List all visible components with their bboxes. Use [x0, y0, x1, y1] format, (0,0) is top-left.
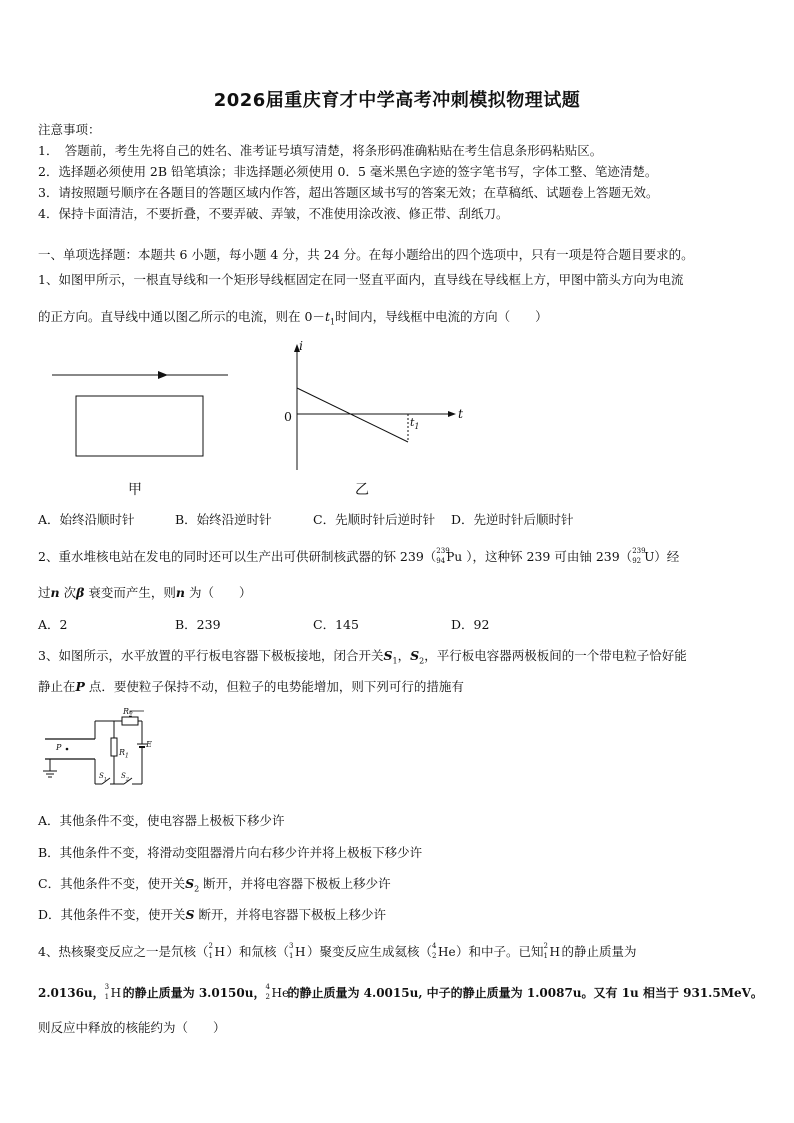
circuit-label-s1: $S_1$: [99, 772, 107, 783]
q2-option-b[interactable]: B．239: [175, 617, 221, 632]
rectangular-loop: [76, 396, 203, 456]
circuit-label-r1: $R_1$: [119, 748, 129, 760]
circuit-label-r2: $R_2$: [123, 707, 133, 719]
q3-option-d[interactable]: D．其他条件不变，使开关S 断开，并将电容器下极板上移少许: [38, 907, 387, 922]
q3-option-b[interactable]: B．其他条件不变，将滑动变阻器滑片向右移少许并将上极板下移少许: [38, 845, 423, 860]
arrow-icon: [158, 371, 168, 379]
notice-item-4: 4．保持卡面清洁，不要折叠，不要弄破、弄皱，不准使用涂改液、修正带、刮纸刀。: [38, 206, 509, 221]
t1-label: $t_1$: [410, 416, 420, 432]
current-line: [297, 388, 408, 442]
notice-heading: 注意事项：: [38, 122, 101, 137]
page-title: 2026届重庆育才中学高考冲刺模拟物理试题: [213, 90, 581, 111]
section-heading: 一、单项选择题：本题共 6 小题，每小题 4 分，共 24 分。在每小题给出的四个选项中，只有一项是符合题目要求的。: [38, 247, 694, 262]
q3-stem-line2: 静止在P 点．要使粒子保持不动，但粒子的电势能增加，则下列可行的措施有: [38, 679, 464, 694]
notice-item-3: 3．请按照题号顺序在各题目的答题区域内作答，超出答题区域书写的答案无效；在草稿纸、试题卷上答题无效。: [38, 185, 659, 200]
q1-stem-line1: 1、如图甲所示，一根直导线和一个矩形导线框固定在同一竖直平面内，直导线在导线框上方，甲图中箭头方向为电流: [38, 272, 684, 287]
axis-i-label: i: [299, 338, 303, 353]
q4-stem-line1: 4、热核聚变反应之一是氘核（ 2 1 H ）和氚核（ 3 1 H ）聚变反应生成氦核（ 4 2 He ）和中子。已知 2 1 H 的静止质量为: [38, 942, 637, 960]
q1-option-d[interactable]: D．先逆时针后顺时针: [451, 512, 574, 527]
q2-stem-line2: 过n 次β 衰变而产生，则n 为（ ）: [38, 585, 252, 600]
q2-stem-line1: 2、重水堆核电站在发电的同时还可以生产出可供研制核武器的钚 239（ 239 94 Pu ），这种钚 239 可由铀 239（ 239 92 U ）经: [38, 547, 680, 565]
figure-jia-label: 甲: [128, 482, 142, 498]
q4-stem-line2: 2.0136u， 3 1 H 的静止质量为 3.0150u， 4 2 He 的静止质量为 4.0015u, 中子的静止质量为 1.0087u。又有 1u 相当于 931.5MeV。: [38, 983, 763, 1001]
q3-stem-line1: 3、如图所示，水平放置的平行板电容器下极板接地，闭合开关$S_1$，$S_2$，平行板电容器两极板间的一个带电粒子恰好能: [38, 648, 687, 666]
q1-option-c[interactable]: C．先顺时针后逆时针: [313, 512, 436, 527]
q2-option-a[interactable]: A．2: [38, 617, 68, 632]
notice-item-2: 2．选择题必须使用 2B 铅笔填涂；非选择题必须使用 0．5 毫米黑色字迹的签字笔书写，字体工整、笔迹清楚。: [38, 164, 658, 179]
circuit-label-s2: $S_2$: [121, 772, 129, 783]
circuit-label-p: P: [56, 743, 62, 752]
circuit-label-e: E: [146, 740, 152, 749]
t-axis-arrow-icon: [448, 411, 456, 417]
q1-option-b[interactable]: B．始终沿逆时针: [175, 512, 272, 527]
q4-stem-line3: 则反应中释放的核能约为（ ）: [38, 1020, 226, 1035]
q1-stem-line2: 的正方向。直导线中通以图乙所示的电流，则在 $0-t_1$时间内，导线框中电流的方向（ ）: [38, 309, 548, 327]
q1-figure: [0, 330, 794, 500]
q3-option-a[interactable]: A．其他条件不变，使电容器上极板下移少许: [38, 813, 285, 828]
axis-t-label: t: [458, 406, 464, 421]
q2-option-c[interactable]: C．145: [313, 617, 359, 632]
q3-option-c[interactable]: C．其他条件不变，使开关$S_2$ 断开，并将电容器下极板上移少许: [38, 876, 391, 894]
figure-yi-label: 乙: [355, 482, 369, 498]
origin-label: 0: [284, 409, 292, 424]
q1-option-a[interactable]: A．始终沿顺时针: [38, 512, 135, 527]
notice-item-1: 1． 答题前，考生先将自己的姓名、准考证号填写清楚，将条形码准确粘贴在考生信息条形码粘贴区。: [38, 143, 603, 158]
q2-option-d[interactable]: D．92: [451, 617, 490, 632]
